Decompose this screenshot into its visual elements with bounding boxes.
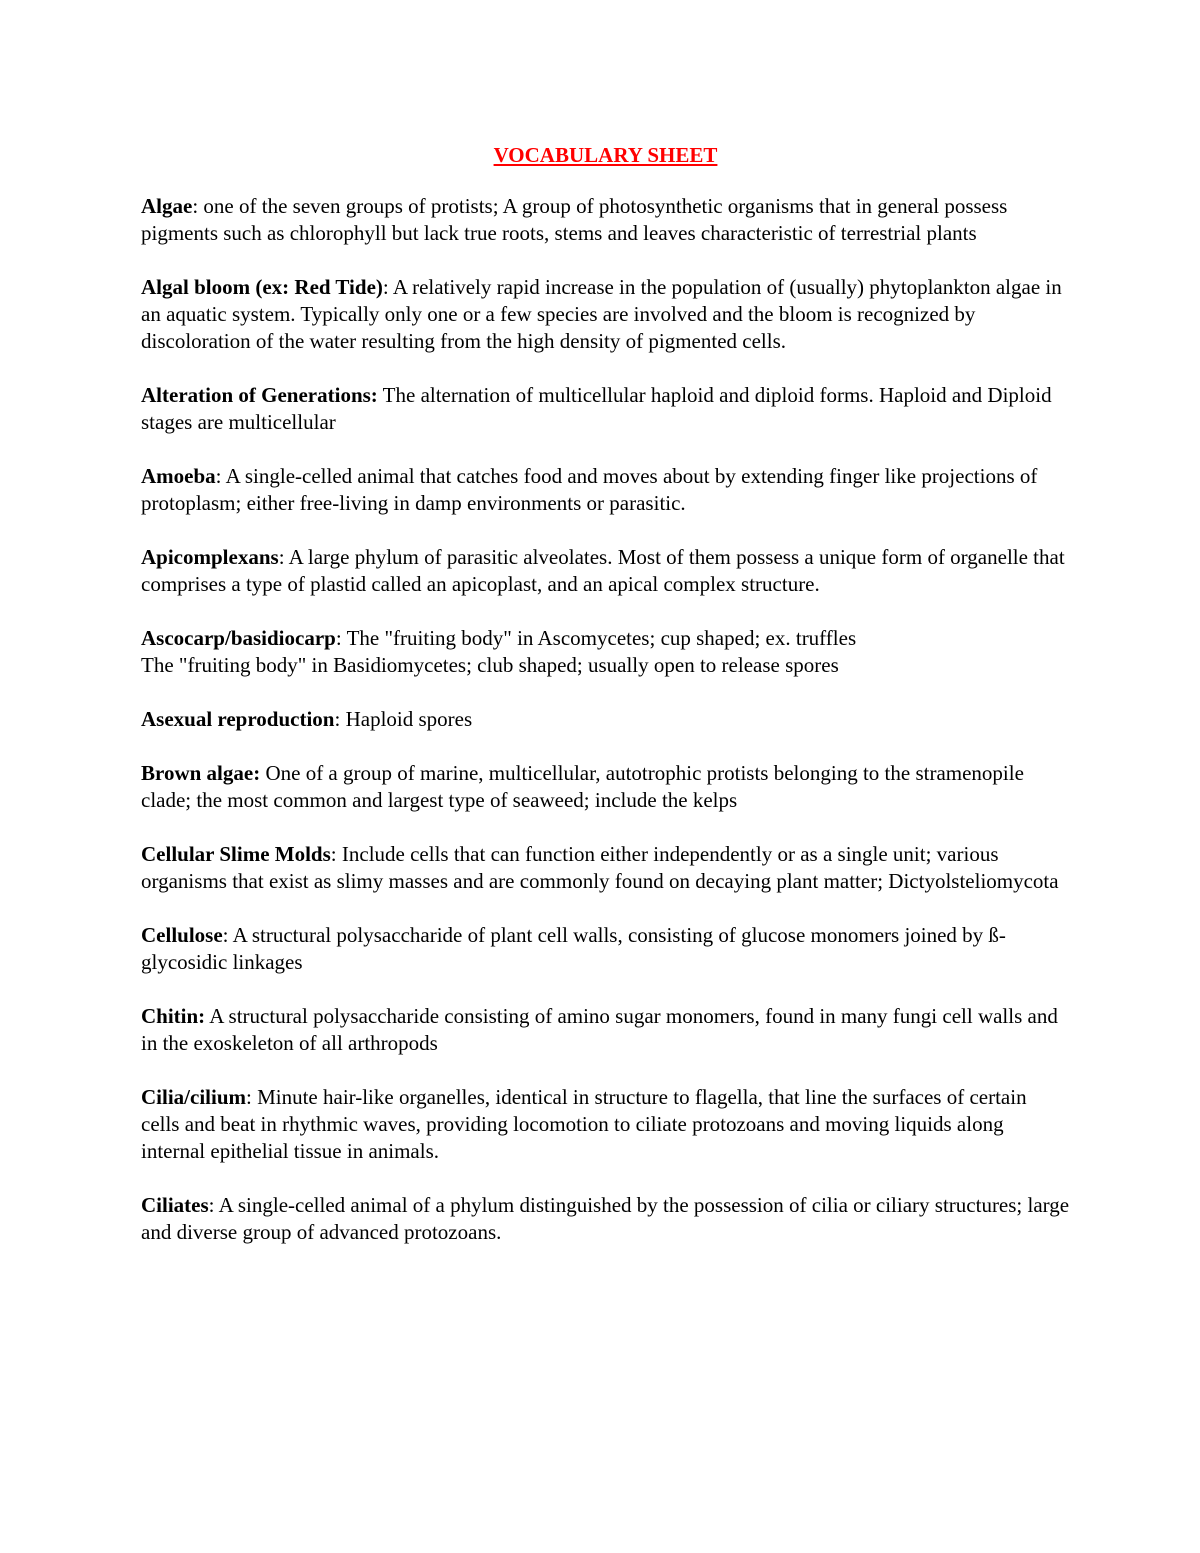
vocabulary-entry <box>141 193 1070 247</box>
vocabulary-entry <box>141 706 1070 733</box>
entry-text <box>141 193 1070 247</box>
entry-term: Ciliates <box>141 1193 209 1217</box>
entry-separator: : <box>215 464 226 488</box>
vocabulary-list <box>141 193 1070 1246</box>
entry-separator: : <box>222 923 233 947</box>
vocabulary-entry <box>141 1192 1070 1246</box>
entry-text <box>141 625 1070 679</box>
entry-text <box>141 706 1070 733</box>
entry-separator: : <box>278 545 289 569</box>
vocabulary-entry <box>141 463 1070 517</box>
entry-definition: A large phylum of parasitic alveolates. Most of them possess a unique form of organelle that comprises a type of plastid called an apicoplast, and an apical complex structure. <box>141 545 1065 596</box>
entry-term: Cellulose <box>141 923 223 947</box>
entry-term: Ascocarp/basidiocarp <box>141 626 336 650</box>
entry-definition: One of a group of marine, multicellular, autotrophic protists belonging to the stramenopile clade; the most common and largest type of seaweed; include the kelps <box>141 761 1024 812</box>
entry-separator: : <box>330 842 342 866</box>
entry-term: Amoeba <box>141 464 216 488</box>
vocabulary-entry <box>141 1084 1070 1165</box>
entry-text <box>141 382 1070 436</box>
vocabulary-entry <box>141 760 1070 814</box>
entry-term: Cilia/cilium <box>141 1085 246 1109</box>
entry-text <box>141 463 1070 517</box>
entry-definition: Include cells that can function either independently or as a single unit; various organisms that exist as slimy masses and are commonly found on decaying plant matter; Dictyolsteliomycota <box>141 842 1059 893</box>
vocabulary-entry <box>141 922 1070 976</box>
entry-definition: The "fruiting body" in Ascomycetes; cup shaped; ex. truffles <box>346 626 857 650</box>
entry-text <box>141 274 1070 355</box>
entry-separator: : <box>335 626 347 650</box>
entry-definition: A structural polysaccharide of plant cell walls, consisting of glucose monomers joined by ß-glycosidic linkages <box>141 923 1006 974</box>
entry-term: Cellular Slime Molds <box>141 842 331 866</box>
entry-separator: : <box>246 1085 258 1109</box>
vocabulary-entry <box>141 625 1070 679</box>
entry-term: Alteration of Generations: <box>141 383 378 407</box>
entry-term: Algal bloom (ex: Red Tide) <box>141 275 383 299</box>
entry-definition: one of the seven groups of protists; A group of photosynthetic organisms that in general possess pigments such as chlorophyll but lack true roots, stems and leaves characteristic of terrestrial plants <box>141 194 1008 245</box>
entry-term: Algae <box>141 194 193 218</box>
vocabulary-entry <box>141 1003 1070 1057</box>
entry-separator: : <box>334 707 346 731</box>
entry-term: Chitin: <box>141 1004 206 1028</box>
entry-term: Asexual reproduction <box>141 707 335 731</box>
entry-definition: The alternation of multicellular haploid and diploid forms. Haploid and Diploid stages are multicellular <box>141 383 1052 434</box>
entry-text <box>141 544 1070 598</box>
entry-text <box>141 1192 1070 1246</box>
entry-separator: : <box>192 194 204 218</box>
vocabulary-entry <box>141 544 1070 598</box>
entry-definition: Minute hair-like organelles, identical in structure to flagella, that line the surfaces of certain cells and beat in rhythmic waves, providing locomotion to ciliate protozoans and moving liquids along internal epithelial tissue in animals. <box>141 1085 1027 1163</box>
entry-term: Apicomplexans <box>141 545 279 569</box>
entry-text <box>141 922 1070 976</box>
entry-text <box>141 841 1070 895</box>
entry-definition-line2: The "fruiting body" in Basidiomycetes; club shaped; usually open to release spores <box>141 653 839 677</box>
vocabulary-entry <box>141 274 1070 355</box>
entry-text <box>141 760 1070 814</box>
vocabulary-entry <box>141 382 1070 436</box>
document-title: VOCABULARY SHEET <box>493 143 718 167</box>
entry-definition: A single-celled animal of a phylum distinguished by the possession of cilia or ciliary structures; large and diverse group of advanced protozoans. <box>141 1193 1070 1244</box>
entry-separator: : <box>382 275 393 299</box>
entry-text <box>141 1084 1070 1165</box>
entry-definition: A single-celled animal that catches food and moves about by extending finger like projections of protoplasm; either free-living in damp environments or parasitic. <box>141 464 1038 515</box>
entry-text <box>141 1003 1070 1057</box>
entry-definition: A relatively rapid increase in the population of (usually) phytoplankton algae in an aquatic system. Typically only one or a few species are involved and the bloom is recognized by discoloration of the water resulting from the high density of pigmented cells. <box>141 275 1062 353</box>
entry-definition: Haploid spores <box>345 707 473 731</box>
entry-separator: : <box>208 1193 219 1217</box>
entry-definition: A structural polysaccharide consisting of amino sugar monomers, found in many fungi cell walls and in the exoskeleton of all arthropods <box>141 1004 1058 1055</box>
entry-term: Brown algae: <box>141 761 261 785</box>
vocabulary-entry <box>141 841 1070 895</box>
